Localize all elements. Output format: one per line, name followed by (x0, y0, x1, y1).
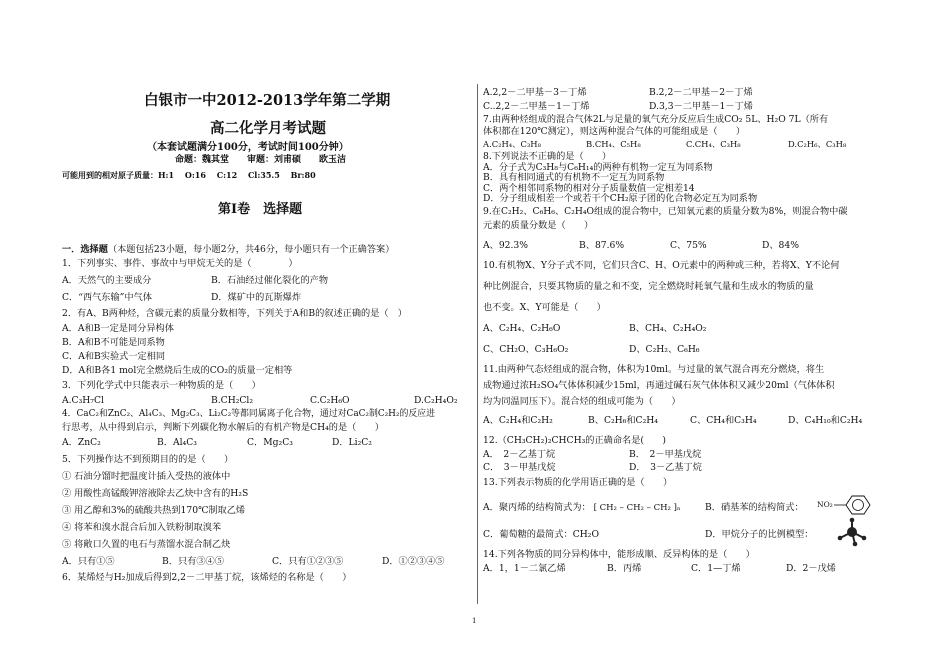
q12-stem: 12.（CH₃CH₂)₂CHCH₃的正确命名是( ) (483, 435, 666, 446)
q11-option-a: A、C₂H₄和C₂H₂ (483, 415, 553, 426)
q12-option-d: D． 3－乙基丁烷 (629, 462, 702, 473)
q7-option-c: C.CH₄、C₃H₈ (686, 139, 741, 149)
q3-stem: 3．下列化学式中只能表示一种物质的是（ ） (62, 380, 261, 391)
q11-stem-line2: 成物通过浓H₂SO₄气体体积减少15ml，再通过碱石灰气体体积又减少20ml（气体体积 (483, 380, 835, 391)
q1-option-b: B．石油经过催化裂化的产物 (211, 275, 329, 286)
q9-stem-line1: 9.在C₂H₂、C₆H₆、C₂H₄O组成的混合物中，已知氧元素的质量分数为8%，则混合物中碳 (483, 206, 848, 217)
methane-model-icon (837, 517, 867, 547)
q1-option-d: D．煤矿中的瓦斯爆炸 (211, 292, 302, 303)
nitro-group-label: NO₂ (817, 500, 833, 509)
q5-option-a: A．只有①⑤ (62, 556, 115, 567)
q1-stem: 1．下列事实、事件、事故中与甲烷无关的是（ ） (62, 258, 298, 269)
methane-model (837, 517, 867, 551)
polypropylene-formula: [ CH₂ – CH₂ – CH₂ ]ₙ (593, 503, 681, 513)
q2-stem: 2．有A、B两种烃，含碳元素的质量分数相等，下列关于A和B的叙述正确的是（ ） (62, 308, 407, 319)
q7-option-d: D.C₂H₆、C₃H₈ (788, 139, 847, 149)
q12-option-c: C． 3－甲基戊烷 (483, 462, 556, 473)
q7-stem-line1: 7.由两种烃组成的混合气体2L与足量的氧气充分反应后生成CO₂ 5L、H₂O 7L（所有 (483, 114, 829, 125)
instructions (62, 244, 394, 255)
q5-option-d: D．①②③④⑤ (382, 556, 445, 567)
q4-stem-line2: 行思考，从中得到启示，判断下列碳化物水解后的有机产物是CH₄的是（ ） (62, 422, 384, 433)
q10-stem-line2: 种比例混合，只要其物质的量之和不变，完全燃烧时耗氧气量和生成水的物质的量 (483, 281, 814, 292)
q4-option-d: D．Li₂C₂ (332, 437, 372, 448)
exam-title: 白银市一中2012-2013学年第二学期 (144, 92, 391, 109)
q6-option-a: A.2,2－二甲基－3－丁烯 (483, 87, 587, 98)
q5-option-b: B．只有③④⑤ (162, 556, 224, 567)
q2-option-b: B．A和B不可能是同系物 (62, 337, 165, 348)
q8-option-c: C．两个相邻同系物的相对分子质量数值一定相差14 (483, 183, 695, 194)
q5-item-2: ② 用酸性高锰酸钾溶液除去乙炔中含有的H₂S (62, 488, 249, 499)
q4-option-c: C．Mg₂C₃ (247, 437, 293, 448)
q4-stem-line1: 4．CaC₂和ZnC₂、Al₄C₃、Mg₂C₃、Li₂C₂等都同属离子化合物，通过对CaC₂制C₂H₂的反应进 (62, 409, 435, 419)
exam-subject-title: 高二化学月考试题 (210, 120, 326, 137)
q10-stem-line3: 也不变。X、Y可能是（ ） (483, 302, 606, 313)
page-number: 1 (472, 617, 477, 625)
q4-option-a: A．ZnC₂ (62, 437, 101, 448)
q9-option-c: C、75% (670, 240, 707, 251)
q6-stem: 6．某烯烃与H₂加成后得到2,2－二甲基丁烷，该烯烃的名称是（ ） (62, 572, 352, 583)
q4-option-b: B．Al₄C₃ (157, 437, 197, 448)
q5-item-4: ④ 将苯和溴水混合后加入铁粉制取溴苯 (62, 522, 222, 533)
q5-item-3: ③ 用乙醇和3%的硫酸共热到170℃制取乙烯 (62, 505, 246, 516)
q10-stem-line1: 10.有机物X、Y分子式不同，它们只含C、H、O元素中的两种或三种，若将X、Y不论何 (483, 260, 840, 271)
q14-stem: 14.下列各物质的同分异构体中，能形成顺、反异构体的是（ ） (483, 549, 755, 560)
q11-option-d: D、C₄H₁₀和C₂H₄ (788, 415, 863, 426)
q5-option-c: C．只有①②③⑤ (272, 556, 344, 567)
q2-option-a: A．A和B一定是同分异构体 (62, 323, 174, 334)
q8-stem: 8.下列说法不正确的是（ ） (483, 151, 612, 162)
q3-option-d: D.C₂H₄O₂ (414, 395, 458, 406)
q6-option-d: D.3,3－二甲基－1－丁烯 (649, 101, 753, 112)
q8-option-d: D．分子组成相差一个或若干个CH₂原子团的化合物必定互为同系物 (483, 193, 758, 204)
q13-option-d: D．甲烷分子的比例模型： (705, 529, 814, 540)
atomic-masses: 可能用到的相对原子质量：H:1 O:16 C:12 Cl:35.5 Br:80 (62, 170, 316, 180)
q2-option-d: D．A和B各1 mol完全燃烧后生成的CO₂的质量一定相等 (62, 365, 293, 376)
q6-option-b: B.2,2－二甲基－2－丁烯 (649, 87, 753, 98)
q11-stem-line3: 均为同温同压下）。混合烃的组成可能为（ ） (483, 396, 681, 407)
q7-stem-line2: 体积都在120℃测定），则这两种混合气体的可能组成是（ ） (483, 126, 746, 137)
q13-option-a (483, 502, 681, 514)
q10-option-d: D、C₂H₂、C₆H₆ (629, 344, 700, 355)
q13-option-b: B．硝基苯的结构简式： (705, 502, 804, 513)
q6-option-c: C..2,2－二甲基－1－丁烯 (483, 101, 590, 112)
exam-score-time: （本套试题满分100分，考试时间100分钟） (147, 142, 349, 153)
q10-option-a: A、C₂H₄、C₂H₆O (483, 323, 561, 334)
instructions-text: （本题包括23小题，每小题2分，共46分，每小题只有一个正确答案） (107, 244, 395, 255)
q3-option-b: B.CH₂Cl₂ (211, 395, 254, 406)
q10-option-c: C、CH₂O、C₃H₆O₂ (483, 344, 569, 355)
q1-option-a: A．天然气的主要成分 (62, 275, 152, 286)
q13-option-c: C．葡萄糖的最简式：CH₂O (483, 529, 599, 540)
q9-option-b: B、87.6% (579, 240, 625, 251)
q14-option-c: C．1—丁烯 (691, 563, 741, 574)
q1-option-c: C．“西气东输”中气体 (62, 292, 152, 303)
column-divider (477, 84, 478, 604)
q3-option-a: A.C₃H₇Cl (62, 395, 104, 406)
q9-stem-line2: 元素的质量分数是（ ） (483, 220, 594, 231)
q9-option-a: A、92.3% (483, 240, 529, 251)
q11-option-b: B、C₂H₆和C₂H₄ (588, 415, 658, 426)
q14-option-d: D．2－戊烯 (786, 563, 836, 574)
q10-option-b: B、CH₄、C₂H₄O₂ (629, 323, 707, 334)
q11-option-c: C、CH₄和C₃H₄ (690, 415, 757, 426)
q11-stem-line1: 11.由两种气态烃组成的混合物，体积为10ml。与过量的氧气混合再充分燃烧，将生 (483, 364, 825, 375)
section-heading: 第Ⅰ卷 选择题 (218, 202, 303, 217)
q7-option-b: B.CH₄、C₅H₈ (586, 139, 641, 149)
q14-option-b: B．丙烯 (607, 563, 642, 574)
exam-authors: 命题：魏其堂 审题：刘甫硕 欧玉洁 (175, 155, 347, 165)
q12-option-b: B． 2－甲基戊烷 (629, 449, 702, 460)
q8-option-a: A．分子式为C₃H₈与C₆H₁₄的两种有机物一定互为同系物 (483, 162, 713, 173)
q5-stem: 5．下列操作达不到预期目的的是（ ） (62, 454, 234, 465)
q3-option-c: C.C₂H₆O (310, 395, 350, 406)
instructions-label: 一．选择题 (62, 244, 108, 255)
q14-option-a: A．1，1－二氯乙烯 (483, 563, 566, 574)
q2-option-c: C．A和B实验式一定相同 (62, 351, 166, 362)
q13-stem: 13.下列表示物质的化学用语正确的是（ ） (483, 477, 673, 488)
q9-option-d: D、84% (762, 240, 799, 251)
q8-option-b: B．具有相同通式的有机物不一定互为同系物 (483, 172, 665, 183)
q13-option-a-label: A．聚丙烯的结构简式为： (483, 502, 591, 513)
q5-item-5: ⑤ 将敞口久置的电石与蒸馏水混合制乙炔 (62, 539, 231, 550)
q7-option-a: A.C₂H₄、C₃H₈ (483, 139, 541, 149)
q5-item-1: ① 石油分馏时把温度计插入受热的液体中 (62, 471, 231, 482)
q12-option-a: A． 2－乙基丁烷 (483, 449, 556, 460)
